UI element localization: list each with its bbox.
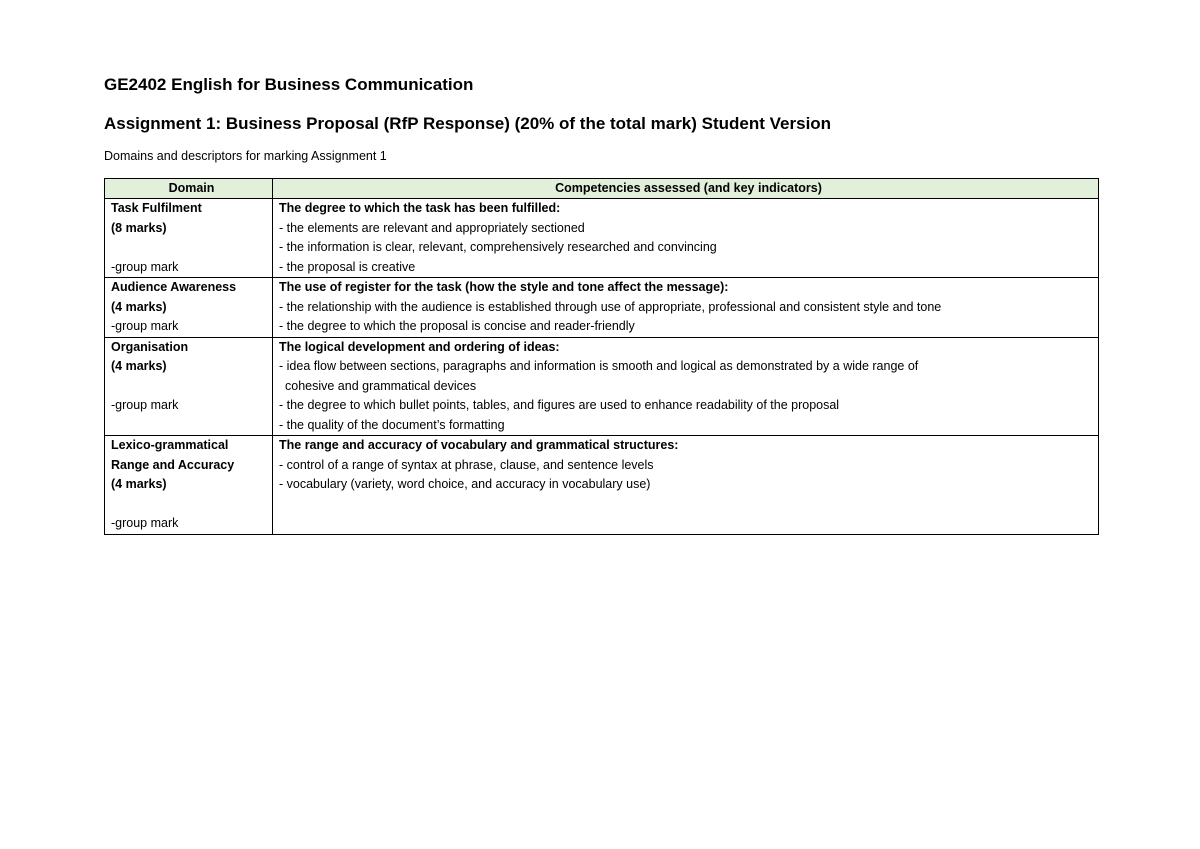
- table-header-row: [105, 179, 1099, 199]
- competency-item: - idea flow between sections, paragraphs and information is smooth and logical as demonstrated by a wide range of: [279, 359, 919, 373]
- competency-item: - the degree to which bullet points, tables, and figures are used to enhance readability of the proposal: [279, 398, 840, 412]
- domain-cell: [105, 199, 273, 278]
- header-competencies: Competencies assessed (and key indicators): [273, 179, 1099, 199]
- competency-item: - the quality of the document’s formatting: [279, 417, 505, 432]
- group-mark: -group mark: [111, 398, 179, 412]
- document-subtitle: Assignment 1: Business Proposal (RfP Response) (20% of the total mark) Student Version: [104, 114, 832, 133]
- competency-heading: The degree to which the task has been fulfilled:: [279, 201, 561, 215]
- document-title: GE2402 English for Business Communication: [104, 75, 474, 94]
- competency-item: - the information is clear, relevant, comprehensively researched and convincing: [279, 240, 717, 254]
- group-mark: -group mark: [111, 516, 179, 530]
- header-domain: Domain: [105, 179, 273, 199]
- competency-item-continuation: cohesive and grammatical devices: [285, 378, 477, 393]
- domain-cell: [105, 337, 273, 436]
- table-row: [105, 337, 1099, 436]
- domain-name: Lexico-grammatical: [111, 438, 229, 452]
- domain-name-continuation: Range and Accuracy: [111, 457, 235, 472]
- competency-item: - vocabulary (variety, word choice, and accuracy in vocabulary use): [279, 477, 651, 491]
- competencies-cell: [273, 278, 1099, 338]
- spacer: [111, 377, 272, 397]
- spacer: [111, 238, 272, 258]
- marking-rubric-table: [104, 178, 1099, 535]
- domain-cell: [105, 278, 273, 338]
- competency-item: - the proposal is creative: [279, 259, 416, 274]
- document-page: [104, 74, 1100, 530]
- table-row: [105, 278, 1099, 338]
- competency-heading: The logical development and ordering of ideas:: [279, 339, 560, 354]
- group-mark: -group mark: [111, 319, 179, 333]
- domain-name: Audience Awareness: [111, 280, 237, 294]
- domain-cell: [105, 436, 273, 535]
- document-intro: Domains and descriptors for marking Assignment 1: [104, 149, 387, 163]
- competency-item: - the relationship with the audience is established through use of appropriate, professional and consistent style and tone: [279, 299, 942, 314]
- domain-marks: (8 marks): [111, 220, 167, 235]
- table-row: [105, 436, 1099, 535]
- competency-heading: The range and accuracy of vocabulary and grammatical structures:: [279, 438, 679, 452]
- domain-marks: (4 marks): [111, 359, 167, 373]
- competency-item: - the elements are relevant and appropriately sectioned: [279, 220, 585, 235]
- domain-marks: (4 marks): [111, 477, 167, 491]
- domain-name: Task Fulfilment: [111, 201, 202, 215]
- competency-item: - the degree to which the proposal is concise and reader-friendly: [279, 319, 635, 333]
- domain-marks: (4 marks): [111, 299, 167, 314]
- domain-name: Organisation: [111, 339, 189, 354]
- group-mark: -group mark: [111, 259, 179, 274]
- competencies-cell: [273, 337, 1099, 436]
- competency-heading: The use of register for the task (how the style and tone affect the message):: [279, 280, 729, 294]
- spacer: [111, 495, 272, 515]
- competencies-cell: [273, 436, 1099, 535]
- competency-item: - control of a range of syntax at phrase, clause, and sentence levels: [279, 457, 654, 472]
- table-row: [105, 199, 1099, 278]
- competencies-cell: [273, 199, 1099, 278]
